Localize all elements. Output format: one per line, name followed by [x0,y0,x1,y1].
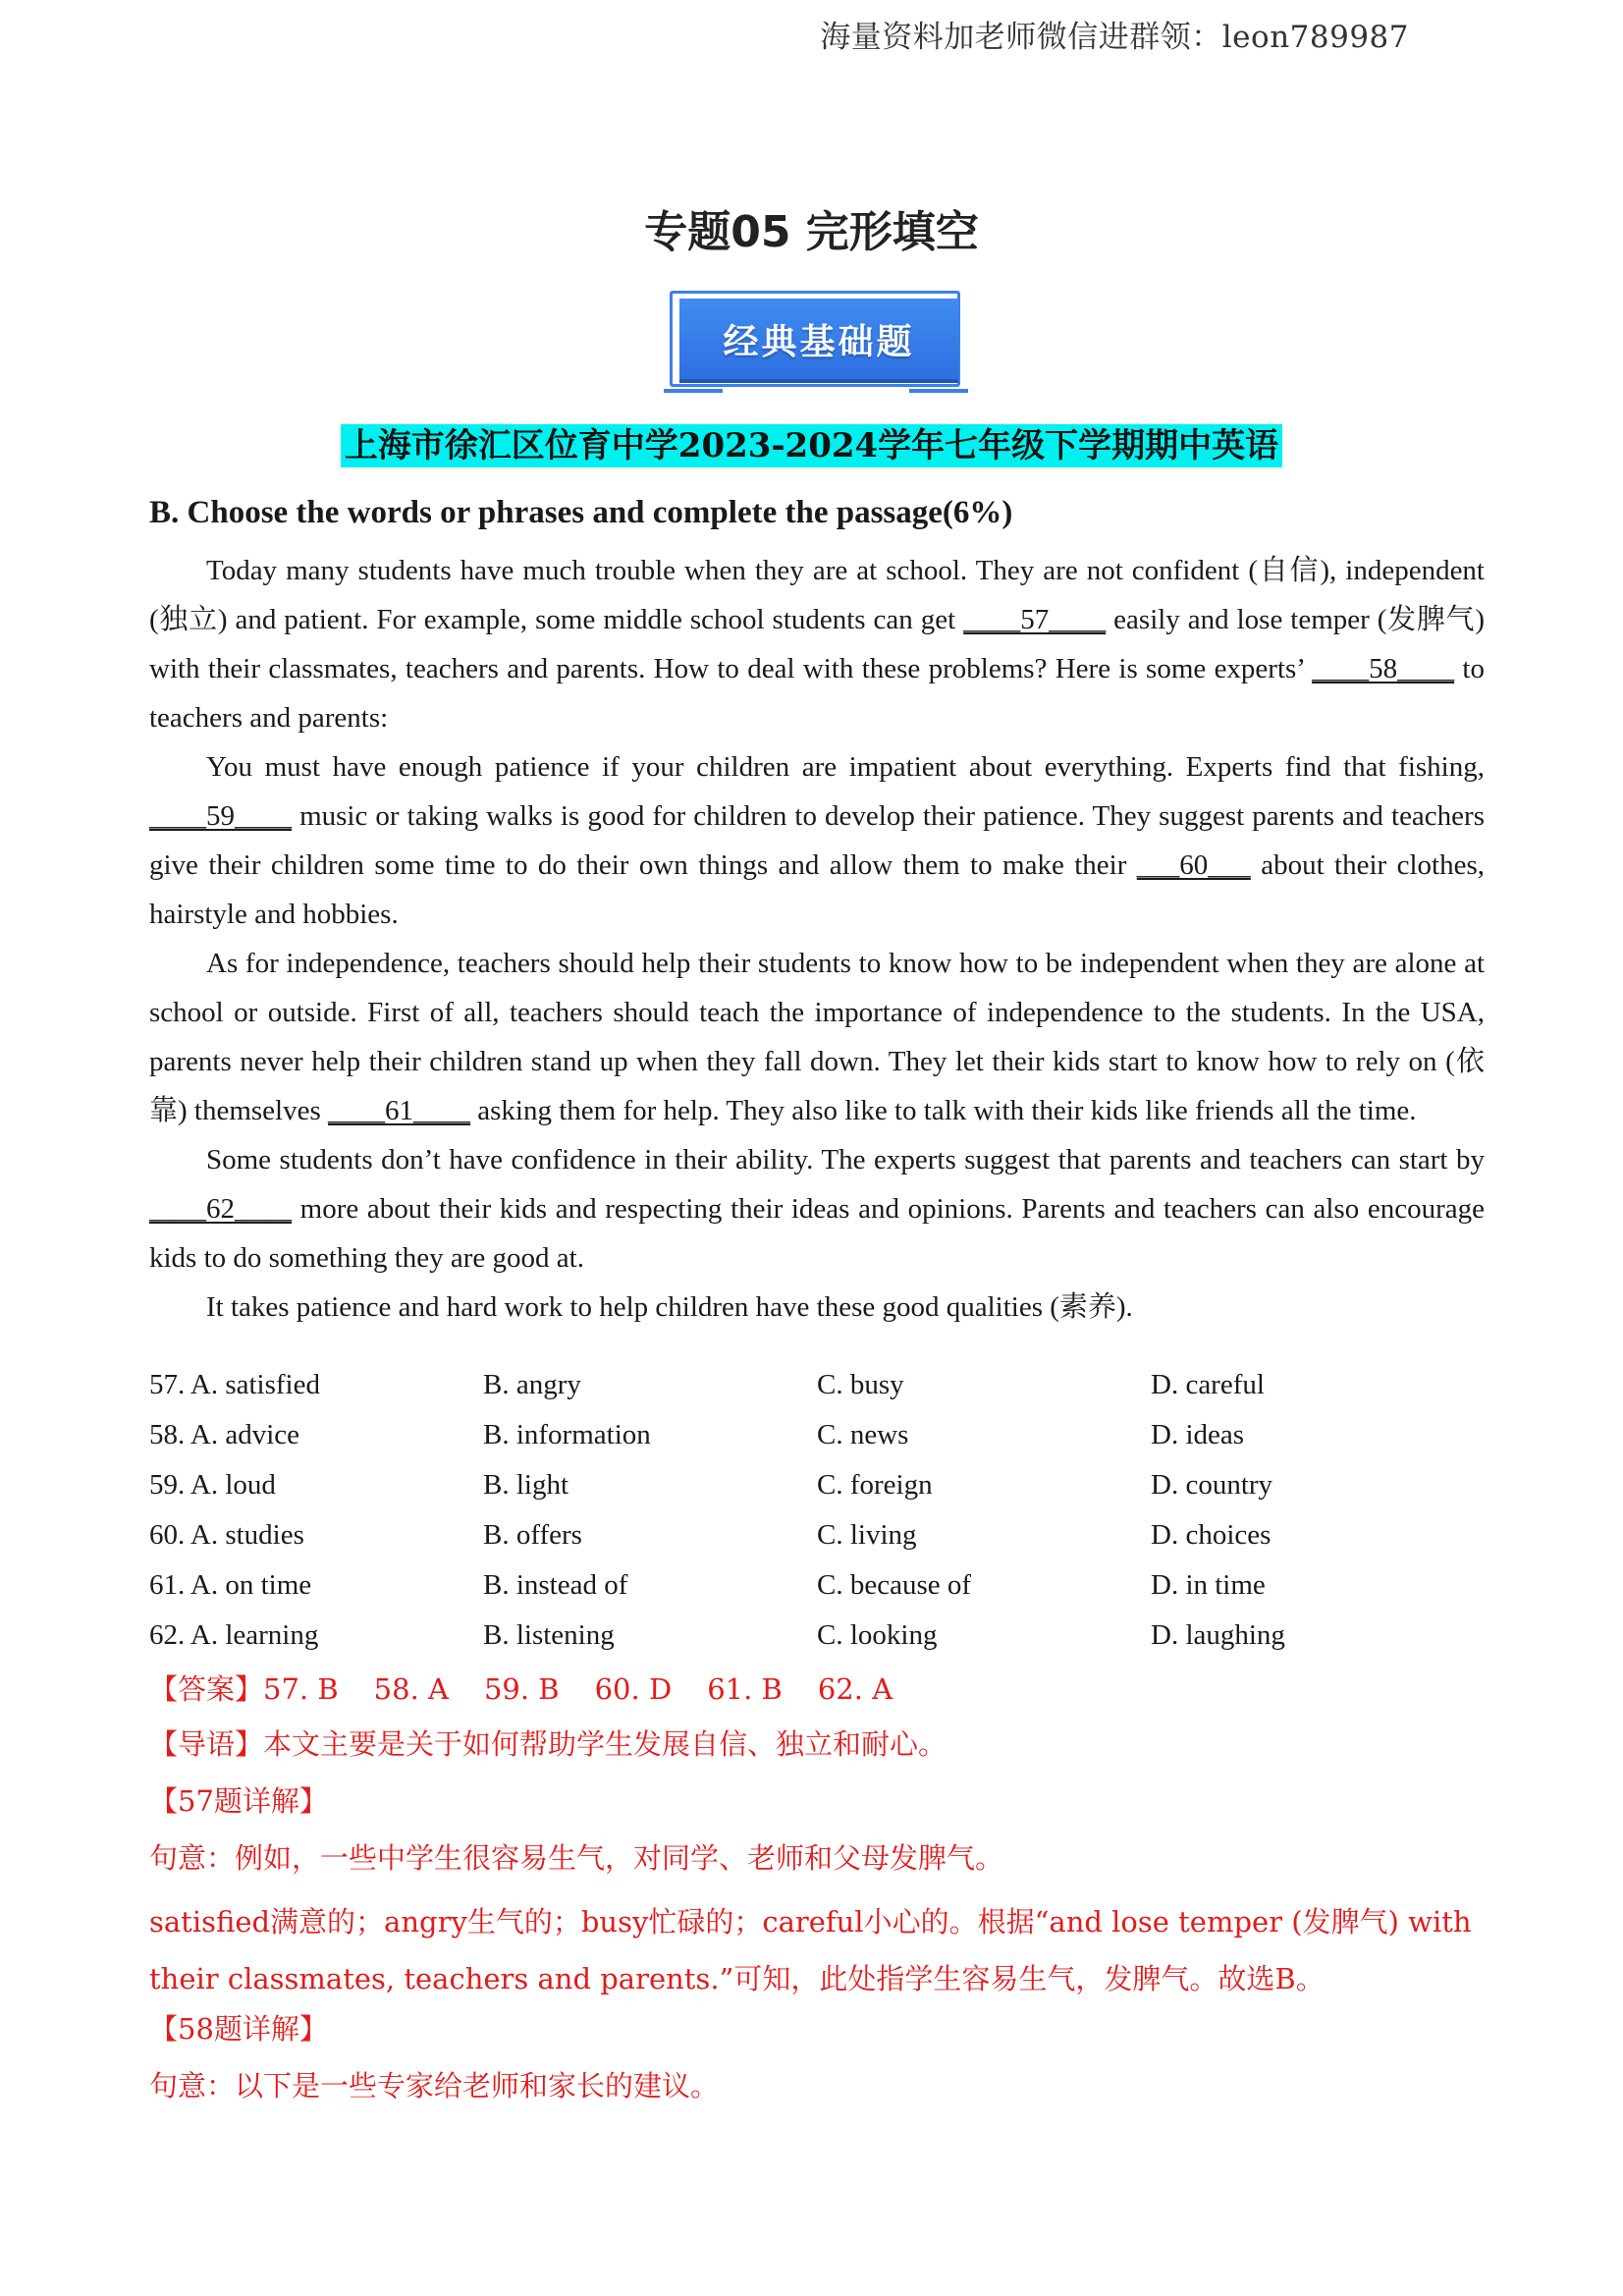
text-run: easily and lose temper (发脾气) with their classmates, teachers and parents. How to deal with these problems? Here is some experts’ [149,604,1485,684]
option-a: 60. A. studies [149,1519,304,1551]
option-c: C. looking [817,1619,938,1651]
option-b: B. information [483,1419,651,1450]
option-a: 61. A. on time [149,1569,312,1601]
answer-item: 57. B [263,1672,339,1706]
badge-underline-right [909,389,968,393]
cloze-passage [149,546,1485,1332]
answer-options [149,1369,1485,1669]
answer-item: 62. A [817,1672,893,1706]
option-a: 62. A. learning [149,1619,319,1651]
answer-item: 58. A [373,1672,449,1706]
option-c: C. living [817,1519,917,1551]
option-row-60 [149,1519,1485,1569]
option-a: 58. A. advice [149,1419,300,1450]
section-heading: B. Choose the words or phrases and complete the passage(6%) [149,495,1013,530]
text-run: music or taking walks is good for children to develop their patience. They suggest parents and teachers give their children some time to do their own things and allow them to make their [149,800,1485,881]
page-title: 专题05 完形填空 [644,207,979,257]
option-row-62 [149,1619,1485,1669]
q58-heading: 【58题详解】 [149,2012,328,2046]
exam-source-highlight: 上海市徐汇区位育中学2023-2024学年七年级下学期期中英语 [341,424,1282,467]
option-d: D. laughing [1151,1619,1285,1651]
badge-plate [679,299,958,379]
option-b: B. angry [483,1369,581,1400]
q57-heading: 【57题详解】 [149,1784,328,1818]
option-row-57 [149,1369,1485,1419]
text-run: As for independence, teachers should help their students to know how to be independent when they are alone at school or outside. First of all, teachers should teach the importance of independence to the students. In the USA, parents never help their children stand up when they fall down. They let their kids start to know how to rely on (依靠) themselves [149,948,1485,1126]
option-row-61 [149,1569,1485,1619]
blank-57: ____57____ [963,604,1107,635]
exam-source [0,418,1623,466]
option-a: 57. A. satisfied [149,1369,320,1400]
answer-item: 59. B [483,1672,560,1706]
text-run: about their clothes, hairstyle and hobbies. [149,849,1485,930]
option-d: D. ideas [1151,1419,1245,1450]
q57-explanation: satisfied满意的；angry生气的；busy忙碌的；careful小心的。根据“and lose temper (发脾气) with their classmates, teachers and parents.”可知，此处指学生容易生气，发脾气。故选B。 [149,1905,1472,1995]
answer-label: 【答案】 [149,1672,264,1706]
answer-key [149,1667,1504,1722]
q58-meaning: 句意：以下是一些专家给老师和家长的建议。 [149,2069,720,2103]
text-run: to teachers and parents: [149,653,1485,734]
answer-item: 60. D [594,1672,673,1706]
paragraph-3 [149,939,1485,1135]
section-badge [664,291,968,393]
option-a: 59. A. loud [149,1469,276,1501]
option-row-58 [149,1419,1485,1469]
blank-60: ___60___ [1136,849,1251,881]
option-c: C. foreign [817,1469,933,1501]
paragraph-2 [149,742,1485,939]
option-d: D. choices [1151,1519,1271,1551]
paragraph-5: It takes patience and hard work to help children have these good qualities (素养). [206,1291,1133,1323]
option-d: D. careful [1151,1369,1265,1400]
option-b: B. listening [483,1619,615,1651]
header-note: 海量资料加老师微信进群领：leon789987 [820,20,1409,55]
text-run: You must have enough patience if your children are impatient about everything. Experts find that fishing, [206,751,1485,783]
option-c: C. news [817,1419,909,1450]
blank-62: ____62____ [149,1193,292,1225]
paragraph-4 [149,1135,1485,1283]
option-row-59 [149,1469,1485,1519]
q57-meaning: 句意：例如，一些中学生很容易生气，对同学、老师和父母发脾气。 [149,1841,1004,1875]
option-b: B. light [483,1469,569,1501]
answer-analysis [149,1667,1504,2121]
text-run: Some students don’t have confidence in their ability. The experts suggest that parents and teachers can start by [206,1144,1485,1175]
badge-label: 经典基础题 [723,321,915,362]
option-b: B. offers [483,1519,582,1551]
paragraph-1 [149,546,1485,742]
blank-58: ____58____ [1312,653,1455,684]
text-run: more about their kids and respecting their ideas and opinions. Parents and teachers can also encourage kids to do something they are good at. [149,1193,1485,1274]
badge-underline-left [664,389,723,393]
option-d: D. in time [1151,1569,1266,1601]
option-c: C. because of [817,1569,972,1601]
blank-61: ____61____ [328,1095,471,1126]
option-c: C. busy [817,1369,904,1400]
option-b: B. instead of [483,1569,628,1601]
blank-59: ____59____ [149,800,292,832]
text-run: Today many students have much trouble when they are at school. They are not confident (自信), independent (独立) and patient. For example, some middle school students can get [149,555,1485,635]
text-run: asking them for help. They also like to talk with their kids like friends all the time. [470,1095,1417,1126]
answer-item: 61. B [707,1672,783,1706]
guide-text: 【导语】本文主要是关于如何帮助学生发展自信、独立和耐心。 [149,1727,947,1761]
option-d: D. country [1151,1469,1273,1501]
